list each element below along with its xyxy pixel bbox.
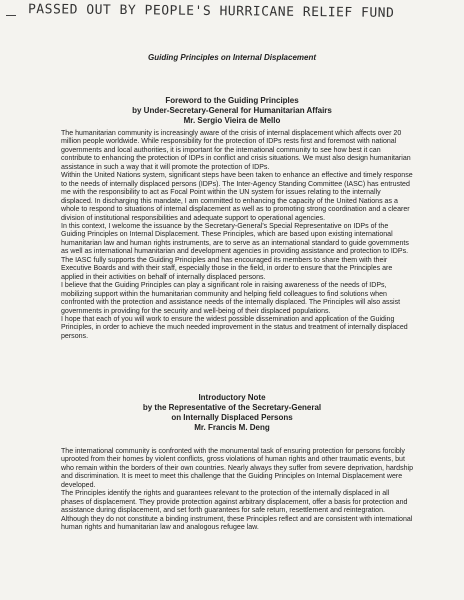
pen-mark	[6, 15, 16, 16]
foreword-paragraph: In this context, I welcome the issuance by the Secretary-General's Special Representative on IDPs of the Guiding Principles on Internal Displacement. These Principles, which are based upon existing international humanitarian law and human rights instruments, are to serve as an international standard to guide governments as well as international humanitarian and development agencies in providing assistance and protection to IDPs.	[61, 222, 409, 256]
foreword-heading-line: Foreword to the Guiding Principles	[165, 96, 299, 105]
foreword-paragraph: Within the United Nations system, significant steps have been taken to enhance an effective and timely response to the needs of internally displaced persons (IDPs). The Inter-Agency Standing Committee (IASC) has entrusted me with the responsibility to act as Focal Point within the UN system for issues relating to the internally displaced. In discharging this mandate, I am committed to enhancing the capacity of the United Nations as a whole to respond to situations of internal displacement as well as to promoting strong coordination and a clearer division of institutional responsibilities and adequate support to operational agencies.	[61, 172, 413, 222]
foreword-paragraph: I hope that each of you will work to ensure the widest possible dissemination and application of the Guiding Principles, in order to achieve the much needed improvement in the status and treatment of internally displaced persons.	[61, 315, 408, 340]
foreword-heading	[0, 96, 464, 126]
handwritten-annotation: PASSED OUT BY PEOPLE'S HURRICANE RELIEF FUND	[27, 2, 395, 21]
intro-heading-line: Mr. Francis M. Deng	[194, 423, 270, 432]
foreword-body	[61, 130, 413, 341]
introductory-note-body	[61, 448, 413, 533]
foreword-paragraph: I believe that the Guiding Principles can play a significant role in raising awareness of the needs of IDPs, mobilizing support within the humanitarian community and helping field colleagues to find solutions when confronted with the protection and assistance needs of the internally displaced. The Principles will also assist governments in providing for the security and well-being of their displaced populations.	[61, 282, 401, 315]
intro-paragraph: The Principles identify the rights and guarantees relevant to the protection of the internally displaced in all phases of displacement. They provide protection against arbitrary displacement, offer a basis for protection and assistance during displacement, and set forth guarantees for safe return, resettlement and reintegration. Although they do not constitute a binding instrument, these Principles reflect and are consistent with international human rights and humanitarian law and analogous refugee law.	[61, 490, 413, 532]
foreword-heading-line: by Under-Secretary-General for Humanitarian Affairs	[132, 106, 332, 115]
introductory-note-heading	[0, 393, 464, 433]
intro-paragraph: The international community is confronted with the monumental task of ensuring protection for persons forcibly uprooted from their homes by violent conflicts, gross violations of human rights and other traumatic events, but who remain within the borders of their own countries. Nearly always they suffer from severe deprivation, hardship and discrimination. It is meet to meet this challenge that the Guiding Principles on Internal Displacement were developed.	[61, 448, 413, 489]
intro-heading-line: on Internally Displaced Persons	[171, 413, 293, 422]
intro-heading-line: by the Representative of the Secretary-General	[142, 403, 322, 412]
foreword-heading-line: Mr. Sergio Vieira de Mello	[183, 116, 281, 125]
foreword-paragraph: The humanitarian community is increasingly aware of the crisis of internal displacement which affects over 20 million people worldwide. While responsibility for the protection of IDPs rests first and foremost with national governments and local authorities, it is important for the international community to see how best it can contribute to enhancing the protection of IDPs in conflict and crisis situations. We must also design humanitarian assistance in such a way that it will promote the protection of IDPs.	[61, 130, 411, 171]
intro-heading-line: Introductory Note	[198, 393, 266, 402]
document-title: Guiding Principles on Internal Displacement	[147, 53, 317, 62]
foreword-paragraph: The IASC fully supports the Guiding Principles and has encouraged its members to share them with their Executive Boards and with their staff, especially those in the field, in order to ensure that the Principles are applied in their activities on behalf of internally displaced persons.	[61, 256, 393, 281]
